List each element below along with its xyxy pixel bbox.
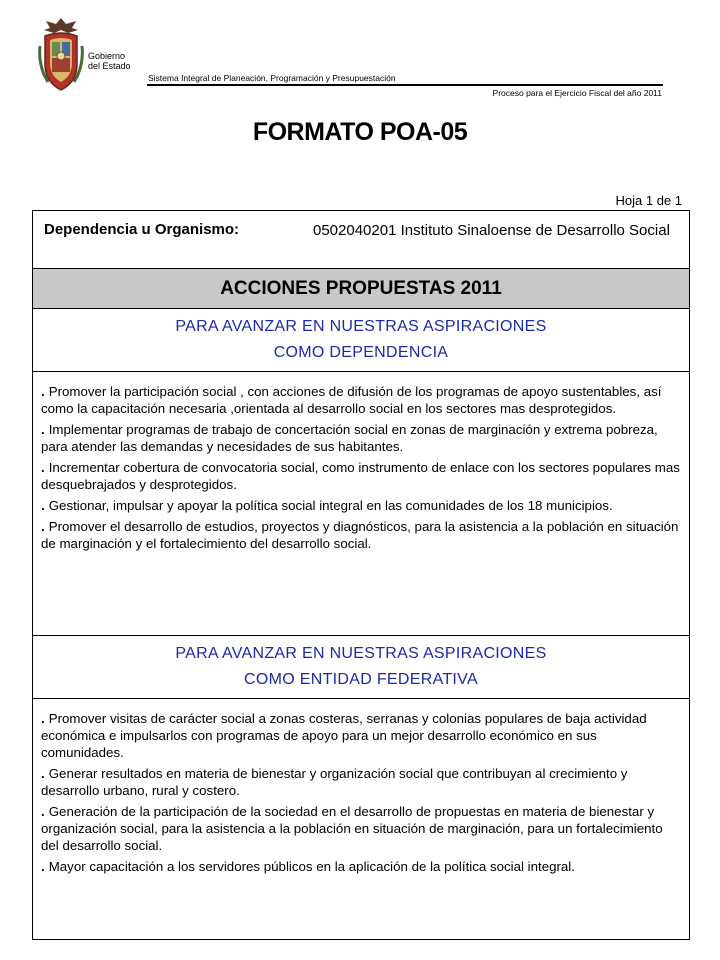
system-title: Sistema Integral de Planeación, Programación y Presupuestación <box>148 73 396 83</box>
action-item: . Promover la participación social , con acciones de difusión de los programas de apoyo sustentables, así como la capacitación necesaria ,orientada al desarrollo social en los sectores mas desprotegidos. <box>41 384 662 416</box>
document-title: FORMATO POA-05 <box>252 118 468 146</box>
block-heading-entidad <box>33 636 689 699</box>
dependency-row <box>33 211 689 269</box>
block-items-entidad <box>33 699 689 939</box>
gov-line-2: del Estado <box>88 61 131 71</box>
gov-line-1: Gobierno <box>88 51 126 61</box>
heading-line-1: PARA AVANZAR EN NUESTRAS ASPIRACIONES <box>175 645 547 662</box>
block-heading-dependencia <box>33 309 689 372</box>
dependency-label: Dependencia u Organismo: <box>44 221 240 238</box>
state-seal-icon <box>36 16 86 96</box>
action-item: . Promover el desarrollo de estudios, proyectos y diagnósticos, para la asistencia a la población en situación de marginación y el fortalecimiento del desarrollo social. <box>41 519 679 551</box>
action-item: . Implementar programas de trabajo de concertación social en zonas de marginación y extrema pobreza, para atender las demandas y necesidades de sus habitantes. <box>41 422 658 454</box>
action-item: . Generación de la participación de la sociedad en el desarrollo de propuestas en materia de bienestar y organización social, para la asistencia a la población en situación de marginación, para un fortalecimiento del desarrollo social. <box>41 804 663 853</box>
block-items-dependencia <box>33 372 689 636</box>
page-header <box>0 0 720 110</box>
government-label <box>88 51 131 71</box>
action-item: . Mayor capacitación a los servidores públicos en la aplicación de la política social integral. <box>41 859 575 874</box>
poa-form <box>32 210 690 940</box>
page-counter: Hoja 1 de 1 <box>615 193 682 208</box>
header-divider <box>147 84 663 86</box>
action-item: . Gestionar, impulsar y apoyar la política social integral en las comunidades de los 18 municipios. <box>41 498 613 513</box>
action-item: . Promover visitas de carácter social a zonas costeras, serranas y colonias populares de baja actividad económica e impulsarlos con programas de apoyo para un mejor desarrollo económico en sus comunidades. <box>41 711 647 760</box>
heading-line-2: COMO DEPENDENCIA <box>273 344 449 361</box>
heading-line-2: COMO ENTIDAD FEDERATIVA <box>244 671 478 688</box>
action-item: . Generar resultados en materia de bienestar y organización social que contribuyan al crecimiento y desarrollo urbano, rural y costero. <box>41 766 628 798</box>
process-label: Proceso para el Ejercicio Fiscal del año 2011 <box>492 88 662 98</box>
dependency-value: 0502040201 Instituto Sinaloense de Desarrollo Social <box>313 222 670 239</box>
action-item: . Incrementar cobertura de convocatoria social, como instrumento de enlace con los sectores populares mas desquebrajados y desprotegidos. <box>41 460 680 492</box>
section-title: ACCIONES PROPUESTAS 2011 <box>33 269 689 309</box>
heading-line-1: PARA AVANZAR EN NUESTRAS ASPIRACIONES <box>175 318 547 335</box>
